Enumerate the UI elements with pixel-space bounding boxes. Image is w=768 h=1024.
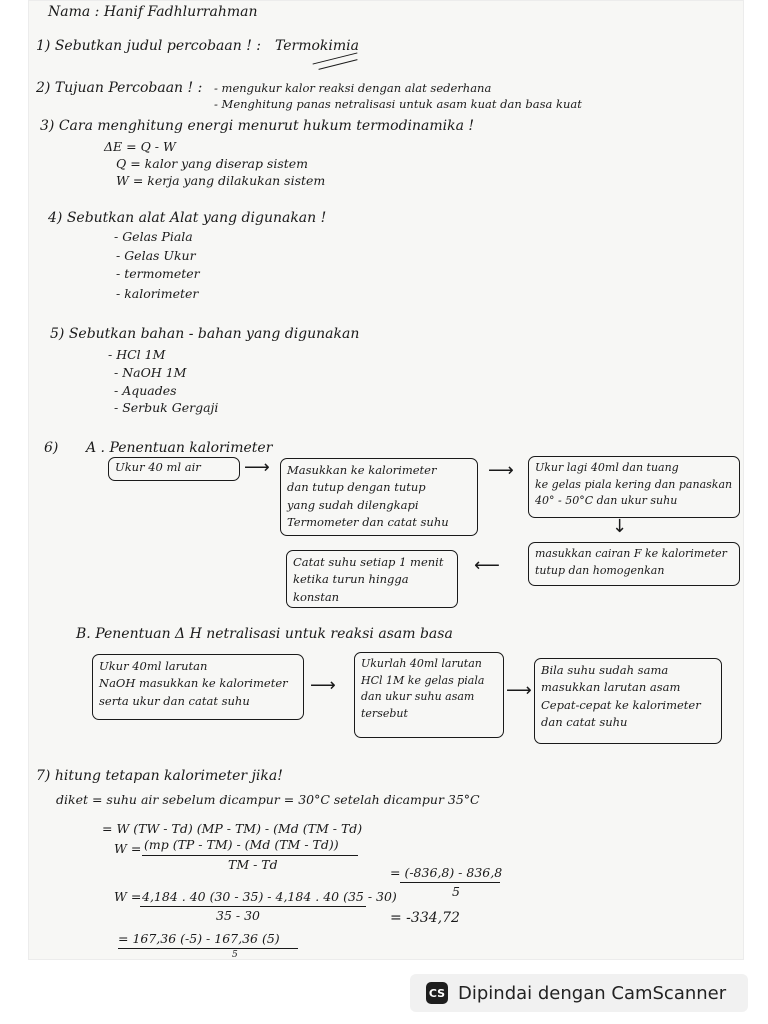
flow-text: NaOH masukkan ke kalorimeter: [99, 676, 288, 691]
watermark-text: Dipindai dengan CamScanner: [458, 982, 727, 1004]
flow-text: masukkan cairan F ke kalorimeter: [535, 547, 727, 560]
q7-eq1: = W (TW - Td) (MP - TM) - (Md (TM - Td): [102, 821, 363, 836]
flow-text: tersebut: [361, 706, 408, 720]
q7-eq3-numerator: 4,184 . 40 (30 - 35) - 4,184 . 40 (35 - 30): [142, 889, 397, 904]
q2-line1: - mengukur kalor reaksi dengan alat sederhana: [214, 81, 492, 95]
q7-eq2-lhs: W =: [114, 841, 142, 856]
flow-a-step5: [286, 550, 458, 608]
arrow-left-icon: ⟵: [474, 555, 500, 576]
flow-text: Ukur lagi 40ml dan tuang: [535, 461, 679, 474]
flow-a-step4: [528, 542, 740, 586]
q2-label: 2) Tujuan Percobaan ! :: [36, 80, 203, 96]
arrow-right-icon: ⟶: [506, 680, 532, 701]
flow-b-step3: [534, 658, 722, 744]
flow-text: HCl 1M ke gelas piala: [361, 673, 485, 687]
q7-eq2-denominator: TM - Td: [228, 857, 278, 872]
flow-text: Cepat-cepat ke kalorimeter: [541, 697, 701, 712]
arrow-right-icon: ⟶: [488, 460, 514, 481]
q4-item: - Gelas Piala: [114, 229, 193, 244]
fraction-bar: [118, 948, 298, 949]
flow-a-step3: [528, 456, 740, 518]
flow-text: yang sudah dilengkapi: [287, 497, 419, 512]
q1-answer: Termokimia: [275, 38, 359, 54]
student-name: Nama : Hanif Fadhlurrahman: [48, 4, 258, 20]
arrow-down-icon: ↓: [612, 516, 628, 537]
q7-eq3-denominator: 35 - 30: [216, 908, 260, 923]
flow-text: serta ukur dan catat suhu: [99, 693, 250, 708]
q5-item: - NaOH 1M: [114, 365, 187, 380]
fraction-bar: [142, 855, 358, 856]
flow-text: 40° - 50°C dan ukur suhu: [535, 494, 678, 507]
flow-text: Catat suhu setiap 1 menit: [293, 555, 444, 569]
arrow-right-icon: ⟶: [310, 675, 336, 696]
flow-text: ke gelas piala kering dan panaskan: [535, 477, 733, 491]
arrow-right-icon: ⟶: [244, 457, 270, 478]
flow-b-step1: [92, 654, 304, 720]
q1-question: 1) Sebutkan judul percobaan ! :: [36, 38, 261, 54]
flow-text: Masukkan ke kalorimeter: [287, 463, 437, 477]
q4-item: - Gelas Ukur: [116, 248, 196, 263]
flow-b-step2: [354, 652, 504, 738]
q5-item: - Serbuk Gergaji: [114, 400, 219, 415]
q3-w-definition: W = kerja yang dilakukan sistem: [116, 173, 326, 188]
q7-eq2-numerator: (mp (TP - TM) - (Md (TM - Td)): [144, 837, 339, 852]
flow-text: masukkan larutan asam: [541, 680, 681, 695]
q7-result2: = -334,72: [390, 910, 460, 926]
q7-result1-denominator: 5: [452, 884, 460, 899]
camscanner-logo-icon: CS: [426, 982, 448, 1004]
q3-q-definition: Q = kalor yang diserap sistem: [116, 156, 309, 171]
q6-part-b-title: B. Penentuan Δ H netralisasi untuk reaksi asam basa: [76, 626, 453, 642]
flow-text: konstan: [293, 589, 340, 604]
fraction-bar: [140, 906, 366, 907]
flow-text: dan ukur suhu asam: [361, 690, 475, 703]
flow-a-step1: [108, 457, 240, 481]
q4-item: - termometer: [116, 266, 200, 281]
q5-item: - HCl 1M: [108, 347, 166, 362]
q7-result1-numerator: = (-836,8) - 836,8: [390, 865, 503, 880]
flow-text: Ukurlah 40ml larutan: [361, 657, 482, 670]
flow-text: Bila suhu sudah sama: [541, 663, 669, 677]
q7-eq4-denominator: 5: [232, 950, 238, 960]
flow-text: Ukur 40ml larutan: [99, 659, 208, 673]
q7-title: 7) hitung tetapan kalorimeter jika!: [36, 768, 283, 784]
q7-given: diket = suhu air sebelum dicampur = 30°C setelah dicampur 35°C: [56, 792, 480, 807]
flow-a-step2: [280, 458, 478, 536]
flow-text: dan tutup dengan tutup: [287, 480, 426, 495]
q7-eq4: = 167,36 (-5) - 167,36 (5): [118, 931, 280, 946]
flow-text: ketika turun hingga: [293, 572, 409, 587]
flow-text: Termometer dan catat suhu: [287, 514, 449, 529]
camscanner-watermark: [410, 974, 748, 1012]
flow-text: tutup dan homogenkan: [535, 563, 665, 577]
q6-number: 6): [44, 440, 59, 456]
fraction-bar: [400, 882, 500, 883]
q6-part-a-title: A . Penentuan kalorimeter: [86, 440, 273, 456]
q2-line2: - Menghitung panas netralisasi untuk asam kuat dan basa kuat: [214, 97, 582, 111]
q7-eq3-lhs: W =: [114, 889, 142, 904]
q3-question: 3) Cara menghitung energi menurut hukum termodinamika !: [40, 118, 475, 134]
q5-question: 5) Sebutkan bahan - bahan yang digunakan: [50, 326, 360, 342]
q4-question: 4) Sebutkan alat Alat yang digunakan !: [48, 210, 327, 226]
flow-text: dan catat suhu: [541, 714, 628, 729]
flow-text: Ukur 40 ml air: [115, 460, 201, 474]
q4-item: - kalorimeter: [116, 286, 199, 301]
q5-item: - Aquades: [114, 383, 177, 398]
q3-formula: ΔE = Q - W: [104, 139, 176, 154]
